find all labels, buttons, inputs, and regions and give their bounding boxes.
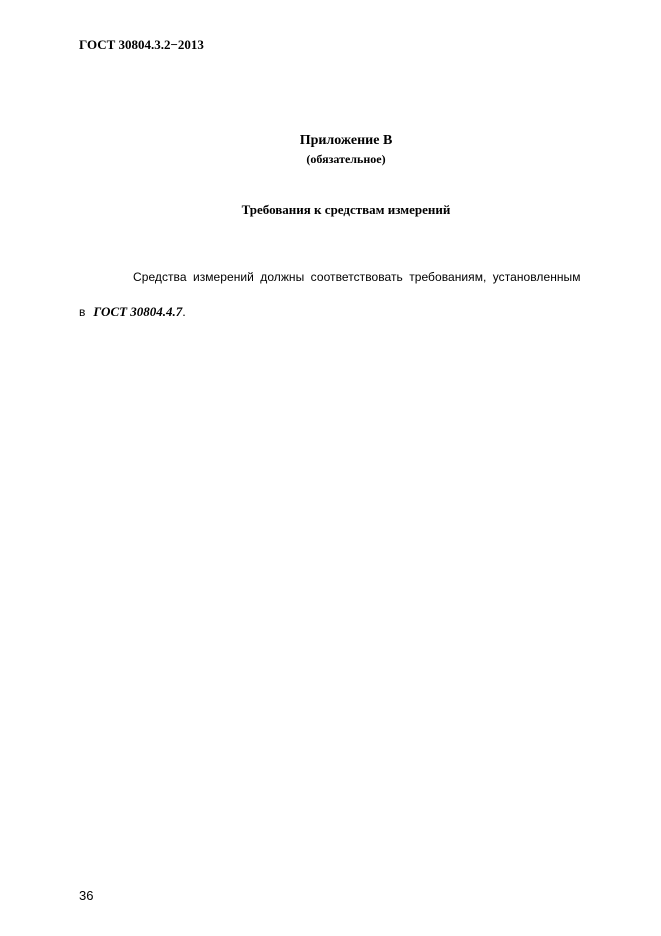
body-paragraph-line-2 [79, 304, 186, 320]
page-number: 36 [79, 888, 94, 903]
appendix-status: (обязательное) [306, 152, 386, 166]
body-paragraph-line-1: Средства измерений должны соответствовать требованиям, установленным [133, 270, 581, 284]
body-prefix: в [79, 305, 86, 319]
section-title: Требования к средствам измерений [241, 202, 451, 217]
document-code-header: ГОСТ 30804.3.2−2013 [79, 37, 204, 52]
appendix-title: Приложение В [299, 133, 393, 148]
body-suffix: . [182, 304, 186, 319]
standard-reference: ГОСТ 30804.4.7 [93, 304, 183, 319]
